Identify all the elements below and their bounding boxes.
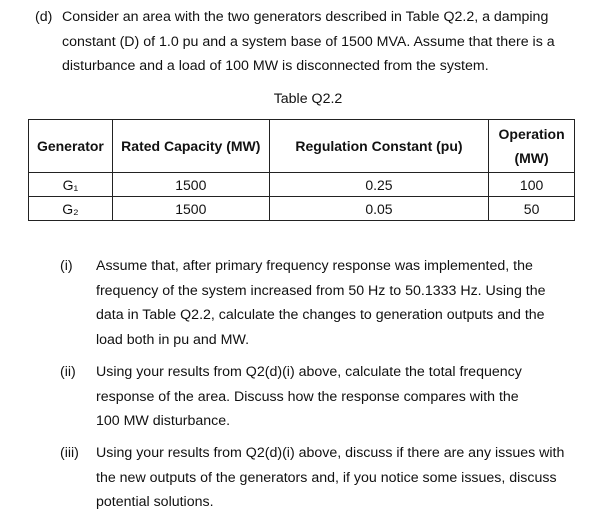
cell-generator: G₂ [29,197,113,221]
subquestion-i-line-3: data in Table Q2.2, calculate the changes to generation outputs and the [96,307,545,323]
subquestion-ii-line-1: Using your results from Q2(d)(i) above, calculate the total frequency [96,364,522,380]
table-row [29,197,575,221]
subquestion-iii-line-3: potential solutions. [96,494,214,510]
subquestion-iii-line-2: the new outputs of the generators and, if you notice some issues, discuss [96,470,557,486]
subquestion-label-i: (i) [60,258,73,274]
header-operation-line-2: (MW) [514,150,549,166]
table-caption: Table Q2.2 [273,91,343,107]
cell-regulation-constant: 0.25 [269,173,488,197]
cell-operation: 100 [489,173,575,197]
question-text-line-2: constant (D) of 1.0 pu and a system base of 1500 MVA. Assume that there is a [62,34,555,50]
header-generator: Generator [29,120,113,173]
cell-rated-capacity: 1500 [112,197,269,221]
table-row [29,173,575,197]
header-rated-capacity: Rated Capacity (MW) [112,120,269,173]
cell-generator: G₁ [29,173,113,197]
question-text-line-3: disturbance and a load of 100 MW is disconnected from the system. [62,58,489,74]
header-operation-line-1: Operation [498,126,565,142]
generator-table [28,119,575,221]
subquestion-i-line-4: load both in pu and MW. [96,332,250,348]
subquestion-i-line-1: Assume that, after primary frequency response was implemented, the [96,258,533,274]
header-operation [489,120,575,173]
table-header-row [29,120,575,173]
subquestion-ii-line-2: response of the area. Discuss how the response compares with the [96,389,519,405]
question-label: (d) [35,9,53,25]
cell-operation: 50 [489,197,575,221]
cell-regulation-constant: 0.05 [269,197,488,221]
cell-rated-capacity: 1500 [112,173,269,197]
header-regulation-constant: Regulation Constant (pu) [269,120,488,173]
subquestion-label-iii: (iii) [60,445,79,461]
subquestion-i-line-2: frequency of the system increased from 50 Hz to 50.1333 Hz. Using the [96,283,546,299]
question-text-line-1: Consider an area with the two generators described in Table Q2.2, a damping [62,9,549,25]
subquestion-ii-line-3: 100 MW disturbance. [96,413,231,429]
subquestion-label-ii: (ii) [60,364,76,380]
subquestion-iii-line-1: Using your results from Q2(d)(i) above, discuss if there are any issues with [96,445,565,461]
